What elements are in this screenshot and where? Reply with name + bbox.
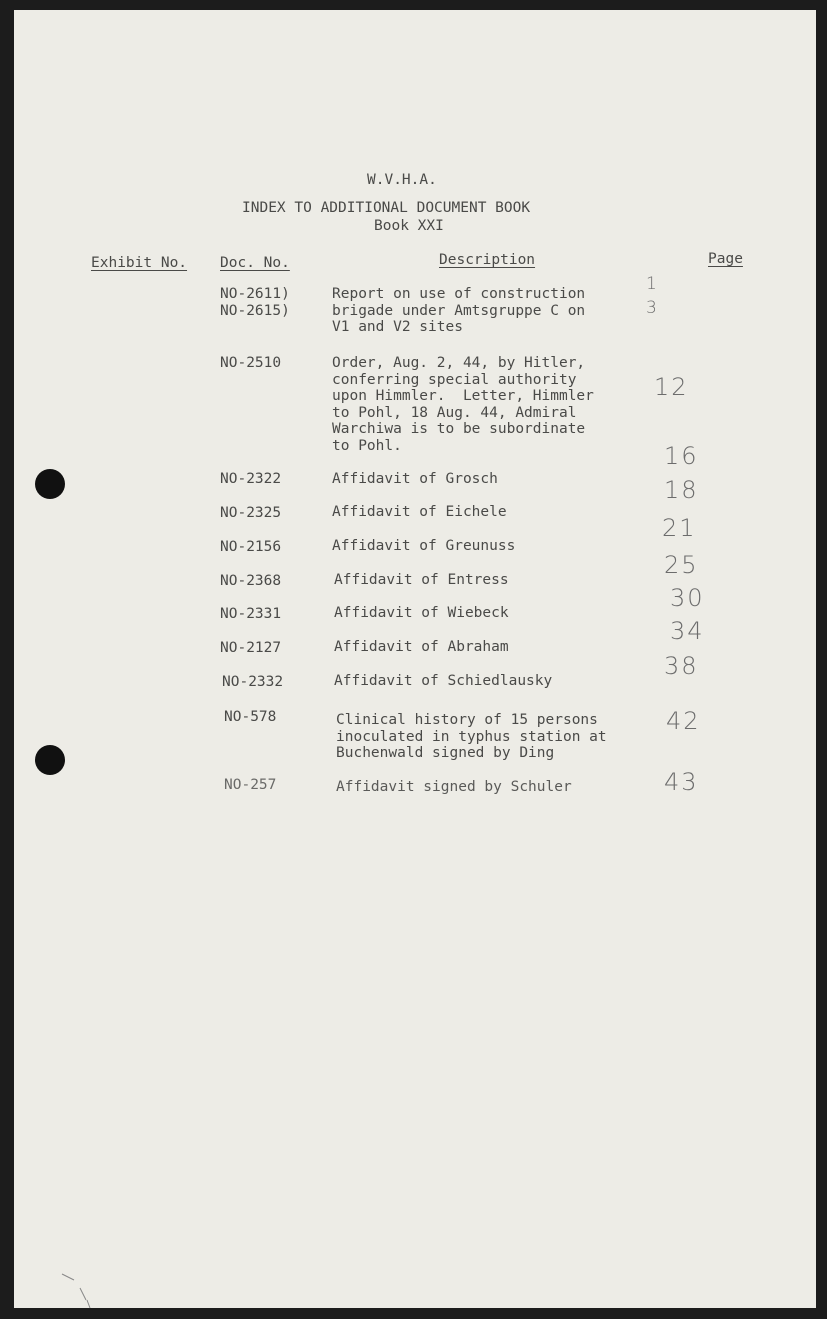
column-header-description: Description [439, 252, 536, 268]
column-header-exhibit: Exhibit No. [91, 255, 188, 271]
entry-page-handwritten: 18 [664, 476, 699, 504]
entry-doc-number: NO-2325 [220, 505, 282, 521]
entry-doc-number: NO-2510 [220, 355, 282, 371]
entry-description: Affidavit of Wiebeck [334, 605, 509, 621]
document-page [14, 10, 816, 1308]
entry-description: Affidavit of Grosch [332, 471, 498, 487]
entry-doc-number: NO-578 [224, 709, 277, 725]
entry-doc-number: NO-2322 [220, 471, 282, 487]
entry-page-handwritten: 1 3 [646, 274, 659, 318]
entry-description: Affidavit of Greunuss [332, 538, 516, 554]
entry-description: Report on use of construction brigade under Amtsgruppe C on V1 and V2 sites [332, 286, 586, 335]
entry-page-handwritten: 25 [664, 551, 699, 579]
entry-description: Affidavit of Eichele [332, 504, 507, 520]
entry-page-handwritten: 43 [664, 768, 699, 796]
entry-description: Affidavit of Entress [334, 572, 509, 588]
entry-page-handwritten: 42 [666, 707, 701, 735]
entry-description: Order, Aug. 2, 44, by Hitler, conferring special authority upon Himmler. Letter, Himmler to Pohl, 18 Aug. 44, Admiral Warchiwa is to be subordinate to Pohl. [332, 355, 594, 454]
entry-description: Affidavit of Abraham [334, 639, 509, 655]
entry-page-handwritten: 21 [662, 514, 697, 542]
document-title: INDEX TO ADDITIONAL DOCUMENT BOOK [242, 200, 531, 216]
entry-doc-number: NO-2368 [220, 573, 282, 589]
entry-doc-number: NO-2332 [222, 674, 284, 690]
entry-page-handwritten: 30 [670, 584, 705, 612]
punch-hole-upper [35, 469, 65, 499]
org-heading: W.V.H.A. [367, 172, 437, 188]
entry-doc-number: NO-2331 [220, 606, 282, 622]
entry-doc-number: NO-2611) NO-2615) [220, 286, 290, 319]
entry-doc-number: NO-257 [224, 777, 277, 793]
paper-scratch-mark [60, 1270, 100, 1310]
entry-description: Clinical history of 15 persons inoculated in typhus station at Buchenwald signed by Ding [336, 712, 607, 761]
entry-doc-number: NO-2127 [220, 640, 282, 656]
column-header-page: Page [708, 251, 743, 267]
entry-doc-number: NO-2156 [220, 539, 282, 555]
entry-description: Affidavit of Schiedlausky [334, 673, 553, 689]
punch-hole-lower [35, 745, 65, 775]
book-number: Book XXI [374, 218, 444, 234]
column-header-doc: Doc. No. [220, 255, 290, 271]
entry-page-handwritten: 12 [654, 373, 689, 401]
entry-description: Affidavit signed by Schuler [336, 779, 572, 795]
entry-page-handwritten: 34 [670, 617, 705, 645]
entry-page-handwritten: 16 [664, 442, 699, 470]
entry-page-handwritten: 38 [664, 652, 699, 680]
